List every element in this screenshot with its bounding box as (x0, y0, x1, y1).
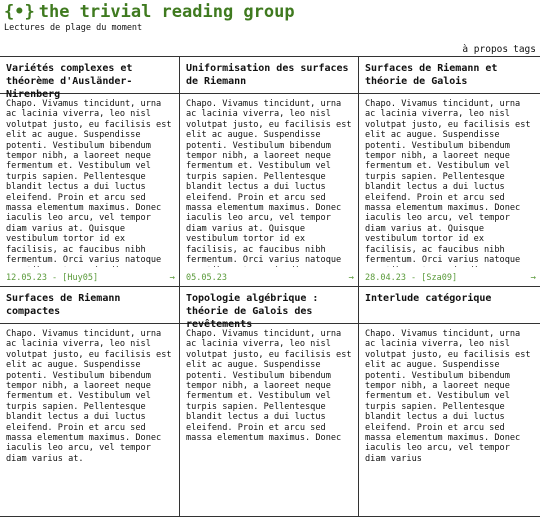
post-card[interactable] (359, 287, 540, 517)
arrow-right-icon[interactable]: → (169, 273, 175, 283)
post-title[interactable]: Uniformisation des surfaces de Riemann (186, 63, 349, 87)
post-title[interactable]: Topologie algébrique : théorie de Galois des revêtements (186, 293, 319, 330)
post-footer (186, 273, 354, 283)
site-logo[interactable] (4, 2, 295, 22)
post-excerpt: Chapo. Vivamus tincidunt, urna ac lacinia viverra, leo nisl volutpat justo, eu facilisis est elit ac augue. Suspendisse potenti. Vestibulum bibendum tempor nibh, a laoreet neque fermentum et. Vestibulum vel turpis sapien. Pellentesque blandit lectus a dui luctus eleifend. Proin et arcu sed massa elementum maximus. Donec iaculis leo arcu, vel tempor diam varius at. Quisque vestibulum tortor id ex facilisis, ac faucibus nibh fermentum. Orci varius natoque (186, 99, 352, 266)
post-title[interactable]: Interlude catégorique (365, 293, 492, 304)
post-card[interactable] (0, 57, 180, 287)
post-meta: 12.05.23 - [Huy05] (6, 273, 99, 283)
post-title[interactable]: Surfaces de Riemann et théorie de Galois (365, 63, 498, 87)
post-meta: 28.04.23 - [Sza09] (365, 273, 458, 283)
top-nav (462, 44, 536, 55)
site-title[interactable]: the trivial reading group (38, 2, 295, 22)
site-subtitle: Lectures de plage du moment (4, 23, 143, 33)
post-card[interactable] (180, 57, 359, 287)
nav-link-about[interactable]: à propos (462, 44, 509, 55)
post-footer (6, 273, 175, 283)
post-title[interactable]: Variétés complexes et théorème d'Ausländer-Nirenberg (6, 63, 133, 100)
post-excerpt: Chapo. Vivamus tincidunt, urna ac lacinia viverra, leo nisl volutpat justo, eu facilisis est elit ac augue. Suspendisse potenti. Vestibulum bibendum tempor nibh, a laoreet neque fermentum et. Vestibulum vel turpis sapien. Pellentesque blandit lectus a dui luctus eleifend. Proin et arcu sed massa elementum maximus. Donec iaculis leo arcu, vel tempor diam varius (365, 329, 531, 464)
post-meta: 05.05.23 (186, 273, 227, 283)
arrow-right-icon[interactable]: → (530, 273, 536, 283)
arrow-right-icon[interactable]: → (348, 273, 354, 283)
post-card[interactable] (359, 57, 540, 287)
nav-link-tags[interactable]: tags (513, 44, 536, 55)
site-header (4, 2, 295, 33)
post-excerpt: Chapo. Vivamus tincidunt, urna ac lacinia viverra, leo nisl volutpat justo, eu facilisis est elit ac augue. Suspendisse potenti. Vestibulum bibendum tempor nibh, a laoreet neque fermentum et. Vestibulum vel turpis sapien. Pellentesque blandit lectus a dui luctus eleifend. Proin et arcu sed massa elementum maximus. Donec iaculis leo arcu, vel tempor diam varius at. Quisque vestibulum tortor id ex facilisis, ac faucibus nibh fermentum. Orci varius natoque (6, 99, 172, 266)
post-card[interactable] (180, 287, 359, 517)
post-excerpt: Chapo. Vivamus tincidunt, urna ac lacinia viverra, leo nisl volutpat justo, eu facilisis est elit ac augue. Suspendisse potenti. Vestibulum bibendum tempor nibh, a laoreet neque fermentum et. Vestibulum vel turpis sapien. Pellentesque blandit lectus a dui luctus eleifend. Proin et arcu sed massa elementum maximus. Donec (186, 329, 352, 444)
post-card[interactable] (0, 287, 180, 517)
post-title[interactable]: Surfaces de Riemann compactes (6, 293, 121, 317)
post-grid (0, 57, 540, 517)
post-excerpt: Chapo. Vivamus tincidunt, urna ac lacinia viverra, leo nisl volutpat justo, eu facilisis est elit ac augue. Suspendisse potenti. Vestibulum bibendum tempor nibh, a laoreet neque fermentum et. Vestibulum vel turpis sapien. Pellentesque blandit lectus a dui luctus eleifend. Proin et arcu sed massa elementum maximus. Donec iaculis leo arcu, vel tempor diam varius at. (6, 329, 172, 464)
post-footer (365, 273, 536, 283)
post-excerpt: Chapo. Vivamus tincidunt, urna ac lacinia viverra, leo nisl volutpat justo, eu facilisis est elit ac augue. Suspendisse potenti. Vestibulum bibendum tempor nibh, a laoreet neque fermentum et. Vestibulum vel turpis sapien. Pellentesque blandit lectus a dui luctus eleifend. Proin et arcu sed massa elementum maximus. Donec iaculis leo arcu, vel tempor diam varius at. Quisque vestibulum tortor id ex facilisis, ac faucibus nibh fermentum. Orci varius natoque (365, 99, 531, 266)
logo-icon: {•} (4, 2, 35, 22)
